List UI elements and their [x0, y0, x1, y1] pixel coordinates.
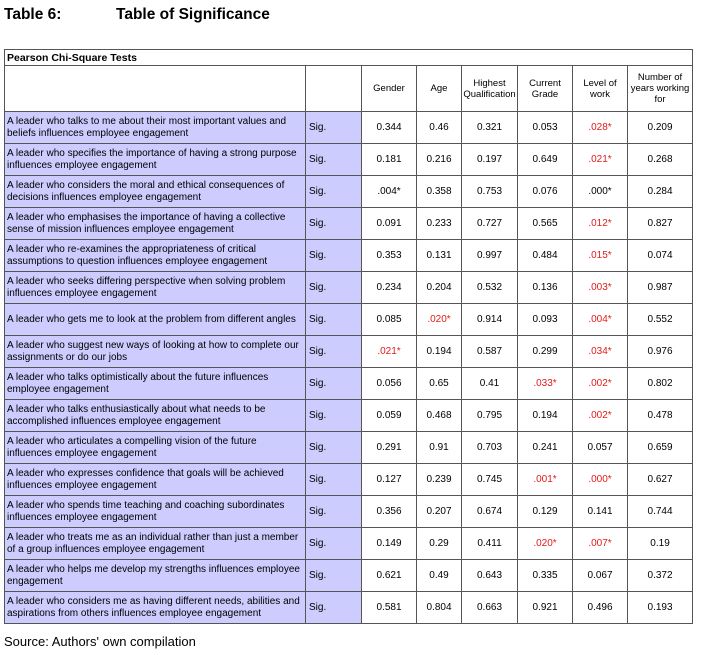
value-cell: .000*	[573, 176, 628, 208]
table-row	[5, 304, 693, 336]
row-label: A leader who seeks differing perspective when solving problem influences employee engagement	[5, 272, 306, 304]
value-cell: 0.241	[518, 432, 573, 464]
value-cell: .033*	[518, 368, 573, 400]
pearson-title: Pearson Chi-Square Tests	[5, 50, 693, 66]
value-cell: 0.795	[462, 400, 518, 432]
value-cell: 0.587	[462, 336, 518, 368]
value-cell: 0.91	[417, 432, 462, 464]
table-row	[5, 240, 693, 272]
row-label: A leader who spends time teaching and coaching subordinates influences employee engagement	[5, 496, 306, 528]
table-row	[5, 368, 693, 400]
sig-label: Sig.	[306, 144, 362, 176]
value-cell: 0.057	[573, 432, 628, 464]
value-cell: 0.496	[573, 592, 628, 624]
sig-label: Sig.	[306, 528, 362, 560]
table-row	[5, 272, 693, 304]
value-cell: 0.091	[362, 208, 417, 240]
value-cell: 0.532	[462, 272, 518, 304]
row-label: A leader who articulates a compelling vision of the future influences employee engagement	[5, 432, 306, 464]
table-row	[5, 432, 693, 464]
value-cell: 0.552	[628, 304, 693, 336]
sig-label: Sig.	[306, 592, 362, 624]
value-cell: 0.194	[417, 336, 462, 368]
value-cell: 0.663	[462, 592, 518, 624]
value-cell: .020*	[417, 304, 462, 336]
table-row	[5, 112, 693, 144]
table-row	[5, 208, 693, 240]
value-cell: 0.136	[518, 272, 573, 304]
value-cell: .004*	[362, 176, 417, 208]
table-row	[5, 176, 693, 208]
sig-label: Sig.	[306, 272, 362, 304]
value-cell: 0.744	[628, 496, 693, 528]
row-label: A leader who specifies the importance of having a strong purpose influences employee engagement	[5, 144, 306, 176]
value-cell: 0.358	[417, 176, 462, 208]
table-title-row	[5, 50, 693, 66]
value-cell: 0.149	[362, 528, 417, 560]
value-cell: .002*	[573, 400, 628, 432]
header-row	[5, 66, 693, 112]
value-cell: 0.802	[628, 368, 693, 400]
row-label: A leader who talks enthusiastically about what needs to be accomplished influences employee engagement	[5, 400, 306, 432]
value-cell: 0.987	[628, 272, 693, 304]
value-cell: 0.827	[628, 208, 693, 240]
sig-label: Sig.	[306, 368, 362, 400]
value-cell: .007*	[573, 528, 628, 560]
sig-label: Sig.	[306, 336, 362, 368]
value-cell: .002*	[573, 368, 628, 400]
sig-label: Sig.	[306, 112, 362, 144]
value-cell: .020*	[518, 528, 573, 560]
value-cell: 0.268	[628, 144, 693, 176]
table-number: Table 6:	[4, 6, 62, 23]
value-cell: 0.321	[462, 112, 518, 144]
value-cell: .012*	[573, 208, 628, 240]
column-header-grade: Current Grade	[518, 66, 573, 112]
value-cell: 0.565	[518, 208, 573, 240]
value-cell: 0.299	[518, 336, 573, 368]
value-cell: .021*	[362, 336, 417, 368]
row-label: A leader who re-examines the appropriateness of critical assumptions to question influences employee engagement	[5, 240, 306, 272]
value-cell: 0.076	[518, 176, 573, 208]
value-cell: 0.291	[362, 432, 417, 464]
value-cell: 0.197	[462, 144, 518, 176]
table-row	[5, 528, 693, 560]
value-cell: 0.353	[362, 240, 417, 272]
sig-label: Sig.	[306, 304, 362, 336]
value-cell: 0.46	[417, 112, 462, 144]
sig-label: Sig.	[306, 496, 362, 528]
value-cell: 0.29	[417, 528, 462, 560]
row-label: A leader who expresses confidence that goals will be achieved influences employee engagement	[5, 464, 306, 496]
value-cell: 0.067	[573, 560, 628, 592]
value-cell: .001*	[518, 464, 573, 496]
column-header-gender: Gender	[362, 66, 417, 112]
row-label: A leader who treats me as an individual rather than just a member of a group influences employee engagement	[5, 528, 306, 560]
table-row	[5, 560, 693, 592]
value-cell: .021*	[573, 144, 628, 176]
value-cell: 0.344	[362, 112, 417, 144]
row-label: A leader who considers me as having different needs, abilities and aspirations from others influences employee engagement	[5, 592, 306, 624]
value-cell: 0.65	[417, 368, 462, 400]
value-cell: 0.193	[628, 592, 693, 624]
value-cell: 0.478	[628, 400, 693, 432]
value-cell: 0.284	[628, 176, 693, 208]
value-cell: 0.181	[362, 144, 417, 176]
row-label: A leader who helps me develop my strengths influences employee engagement	[5, 560, 306, 592]
header-blank-label	[5, 66, 306, 112]
value-cell: 0.216	[417, 144, 462, 176]
value-cell: 0.335	[518, 560, 573, 592]
value-cell: .004*	[573, 304, 628, 336]
value-cell: 0.234	[362, 272, 417, 304]
value-cell: 0.727	[462, 208, 518, 240]
value-cell: 0.921	[518, 592, 573, 624]
value-cell: 0.484	[518, 240, 573, 272]
value-cell: 0.233	[417, 208, 462, 240]
source-note: Source: Authors' own compilation	[4, 634, 196, 649]
value-cell: 0.207	[417, 496, 462, 528]
value-cell: 0.074	[628, 240, 693, 272]
value-cell: 0.703	[462, 432, 518, 464]
value-cell: 0.914	[462, 304, 518, 336]
significance-table	[4, 49, 693, 624]
column-header-age: Age	[417, 66, 462, 112]
value-cell: 0.674	[462, 496, 518, 528]
value-cell: 0.131	[417, 240, 462, 272]
sig-label: Sig.	[306, 208, 362, 240]
value-cell: 0.411	[462, 528, 518, 560]
value-cell: 0.643	[462, 560, 518, 592]
row-label: A leader who talks optimistically about the future influences employee engagement	[5, 368, 306, 400]
table-row	[5, 400, 693, 432]
value-cell: 0.053	[518, 112, 573, 144]
value-cell: .034*	[573, 336, 628, 368]
value-cell: 0.627	[628, 464, 693, 496]
table-row	[5, 496, 693, 528]
value-cell: 0.581	[362, 592, 417, 624]
table-row	[5, 464, 693, 496]
value-cell: 0.085	[362, 304, 417, 336]
value-cell: 0.209	[628, 112, 693, 144]
value-cell: 0.239	[417, 464, 462, 496]
value-cell: 0.356	[362, 496, 417, 528]
value-cell: 0.056	[362, 368, 417, 400]
value-cell: 0.059	[362, 400, 417, 432]
row-label: A leader who considers the moral and ethical consequences of decisions influences employee engagement	[5, 176, 306, 208]
table-title: Table of Significance	[116, 6, 270, 23]
value-cell: 0.976	[628, 336, 693, 368]
value-cell: 0.141	[573, 496, 628, 528]
column-header-qualification: Highest Qualification	[462, 66, 518, 112]
value-cell: 0.204	[417, 272, 462, 304]
sig-label: Sig.	[306, 176, 362, 208]
value-cell: 0.41	[462, 368, 518, 400]
sig-label: Sig.	[306, 432, 362, 464]
value-cell: 0.49	[417, 560, 462, 592]
column-header-level: Level of work	[573, 66, 628, 112]
value-cell: 0.659	[628, 432, 693, 464]
value-cell: 0.468	[417, 400, 462, 432]
value-cell: 0.753	[462, 176, 518, 208]
value-cell: 0.649	[518, 144, 573, 176]
table-row	[5, 336, 693, 368]
value-cell: 0.621	[362, 560, 417, 592]
row-label: A leader who suggest new ways of looking at how to complete our assignments or do our jobs	[5, 336, 306, 368]
value-cell: 0.19	[628, 528, 693, 560]
row-label: A leader who talks to me about their most important values and beliefs influences employee engagement	[5, 112, 306, 144]
table-row	[5, 144, 693, 176]
value-cell: 0.997	[462, 240, 518, 272]
value-cell: .028*	[573, 112, 628, 144]
table-row	[5, 592, 693, 624]
sig-label: Sig.	[306, 240, 362, 272]
value-cell: 0.194	[518, 400, 573, 432]
value-cell: 0.129	[518, 496, 573, 528]
value-cell: 0.804	[417, 592, 462, 624]
value-cell: 0.127	[362, 464, 417, 496]
value-cell: 0.093	[518, 304, 573, 336]
value-cell: 0.372	[628, 560, 693, 592]
sig-label: Sig.	[306, 560, 362, 592]
row-label: A leader who emphasises the importance of having a collective sense of mission influences employee engagement	[5, 208, 306, 240]
header-blank-sig	[306, 66, 362, 112]
value-cell: .000*	[573, 464, 628, 496]
value-cell: .003*	[573, 272, 628, 304]
sig-label: Sig.	[306, 464, 362, 496]
value-cell: 0.745	[462, 464, 518, 496]
sig-label: Sig.	[306, 400, 362, 432]
row-label: A leader who gets me to look at the problem from different angles	[5, 304, 306, 336]
column-header-years: Number of years working for	[628, 66, 693, 112]
value-cell: .015*	[573, 240, 628, 272]
